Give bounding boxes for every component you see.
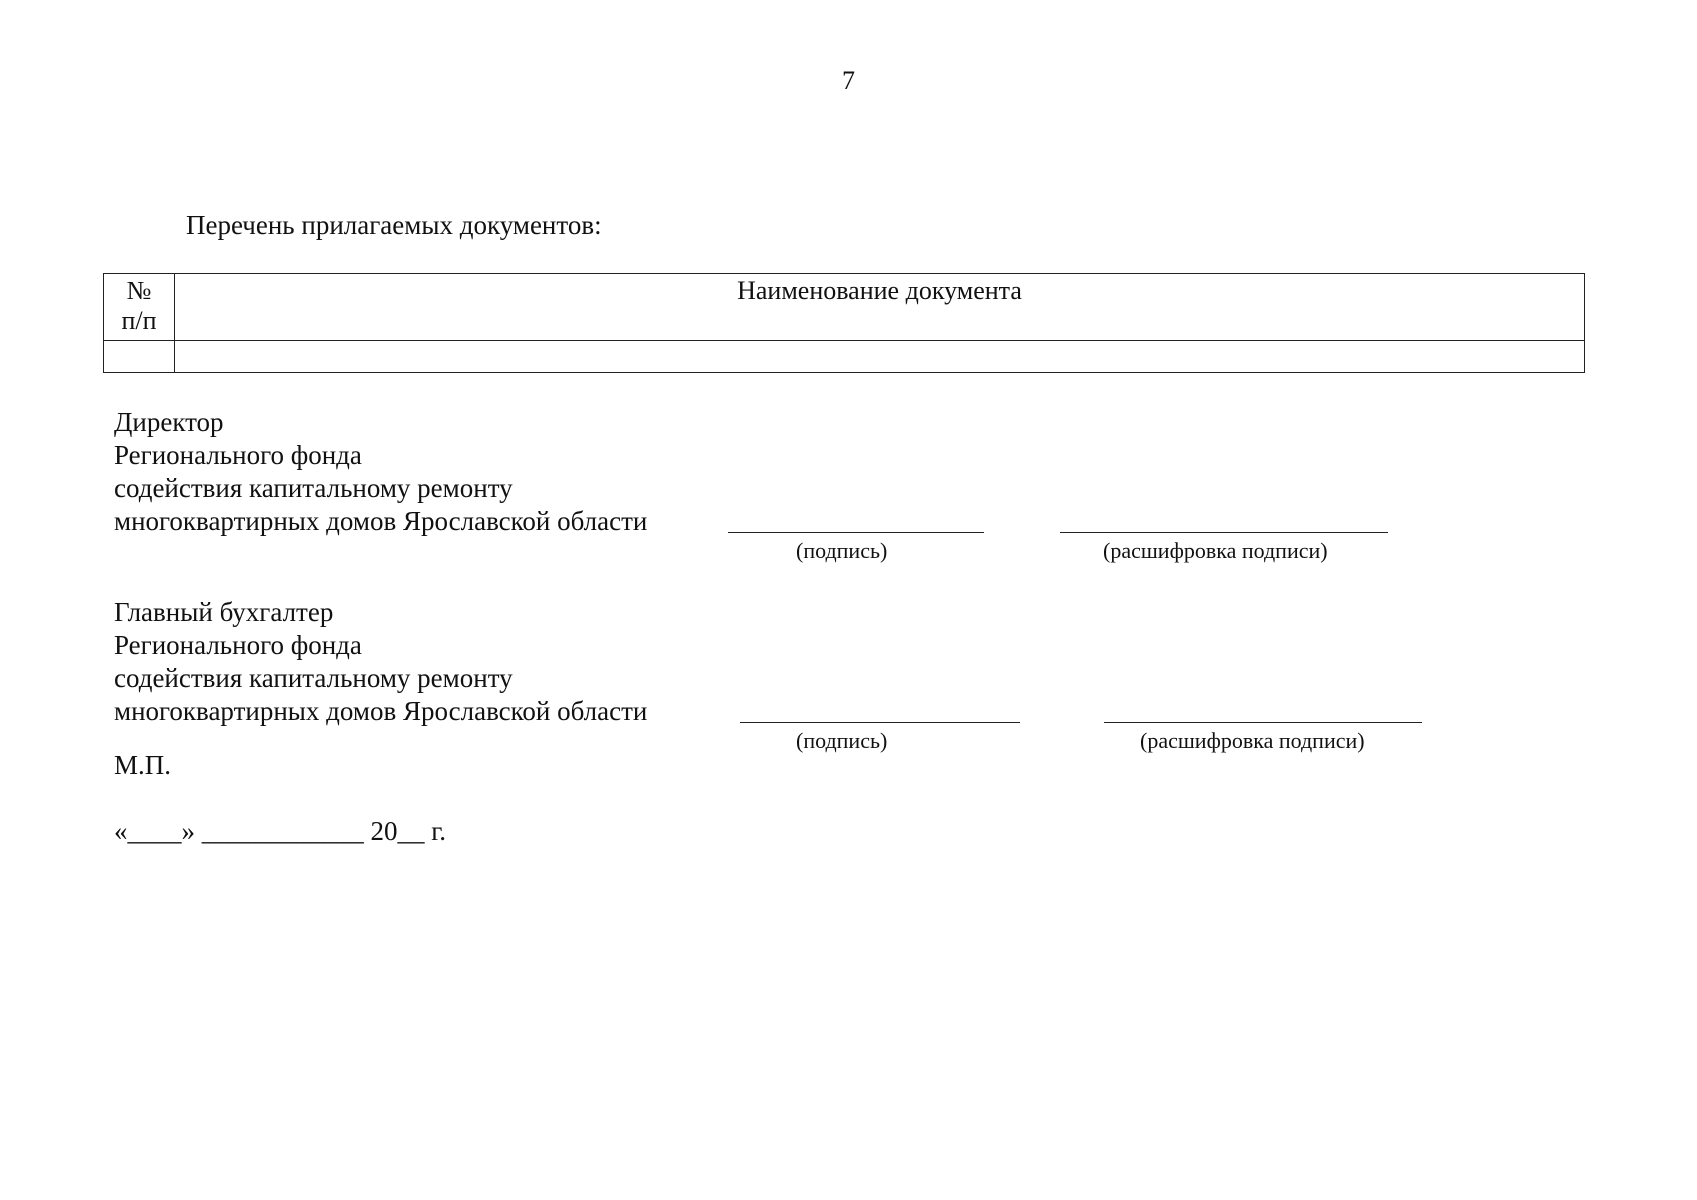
table-cell-number[interactable]: [104, 341, 175, 373]
column-header-number: [104, 274, 175, 341]
director-org-line-2: содействия капитальному ремонту: [114, 473, 513, 503]
accountant-signature-caption: (подпись): [796, 728, 888, 753]
accountant-decoding-caption: (расшифровка подписи): [1140, 728, 1365, 753]
accountant-org-line-3: многоквартирных домов Ярославской области: [114, 696, 648, 726]
attached-documents-table: [103, 273, 1585, 373]
director-decoding-caption: (расшифровка подписи): [1103, 538, 1328, 563]
attached-documents-title: Перечень прилагаемых документов:: [186, 210, 602, 240]
accountant-title-block: [114, 596, 647, 728]
accountant-signature-line[interactable]: [740, 722, 1020, 723]
column-header-number-symbol: №: [126, 276, 152, 305]
director-title-block: [114, 406, 647, 538]
director-signature-line[interactable]: [728, 532, 984, 533]
accountant-decoding-line[interactable]: [1104, 722, 1422, 723]
accountant-org-line-1: Регионального фонда: [114, 630, 362, 660]
stamp-mark: М.П.: [114, 750, 172, 780]
accountant-org-line-2: содействия капитальному ремонту: [114, 663, 513, 693]
column-header-document-name: Наименование документа: [175, 274, 1585, 341]
date-line[interactable]: «____» ____________ 20__ г.: [114, 816, 447, 846]
page-number: 7: [842, 66, 855, 95]
director-signature-caption: (подпись): [796, 538, 888, 563]
table-header-row: [104, 274, 1585, 341]
accountant-position: Главный бухгалтер: [114, 597, 334, 627]
director-org-line-1: Регионального фонда: [114, 440, 362, 470]
director-decoding-line[interactable]: [1060, 532, 1388, 533]
director-position: Директор: [114, 407, 224, 437]
table-row: [104, 341, 1585, 373]
column-header-number-abbr: п/п: [121, 306, 157, 335]
table-cell-document-name[interactable]: [175, 341, 1585, 373]
director-org-line-3: многоквартирных домов Ярославской области: [114, 506, 648, 536]
